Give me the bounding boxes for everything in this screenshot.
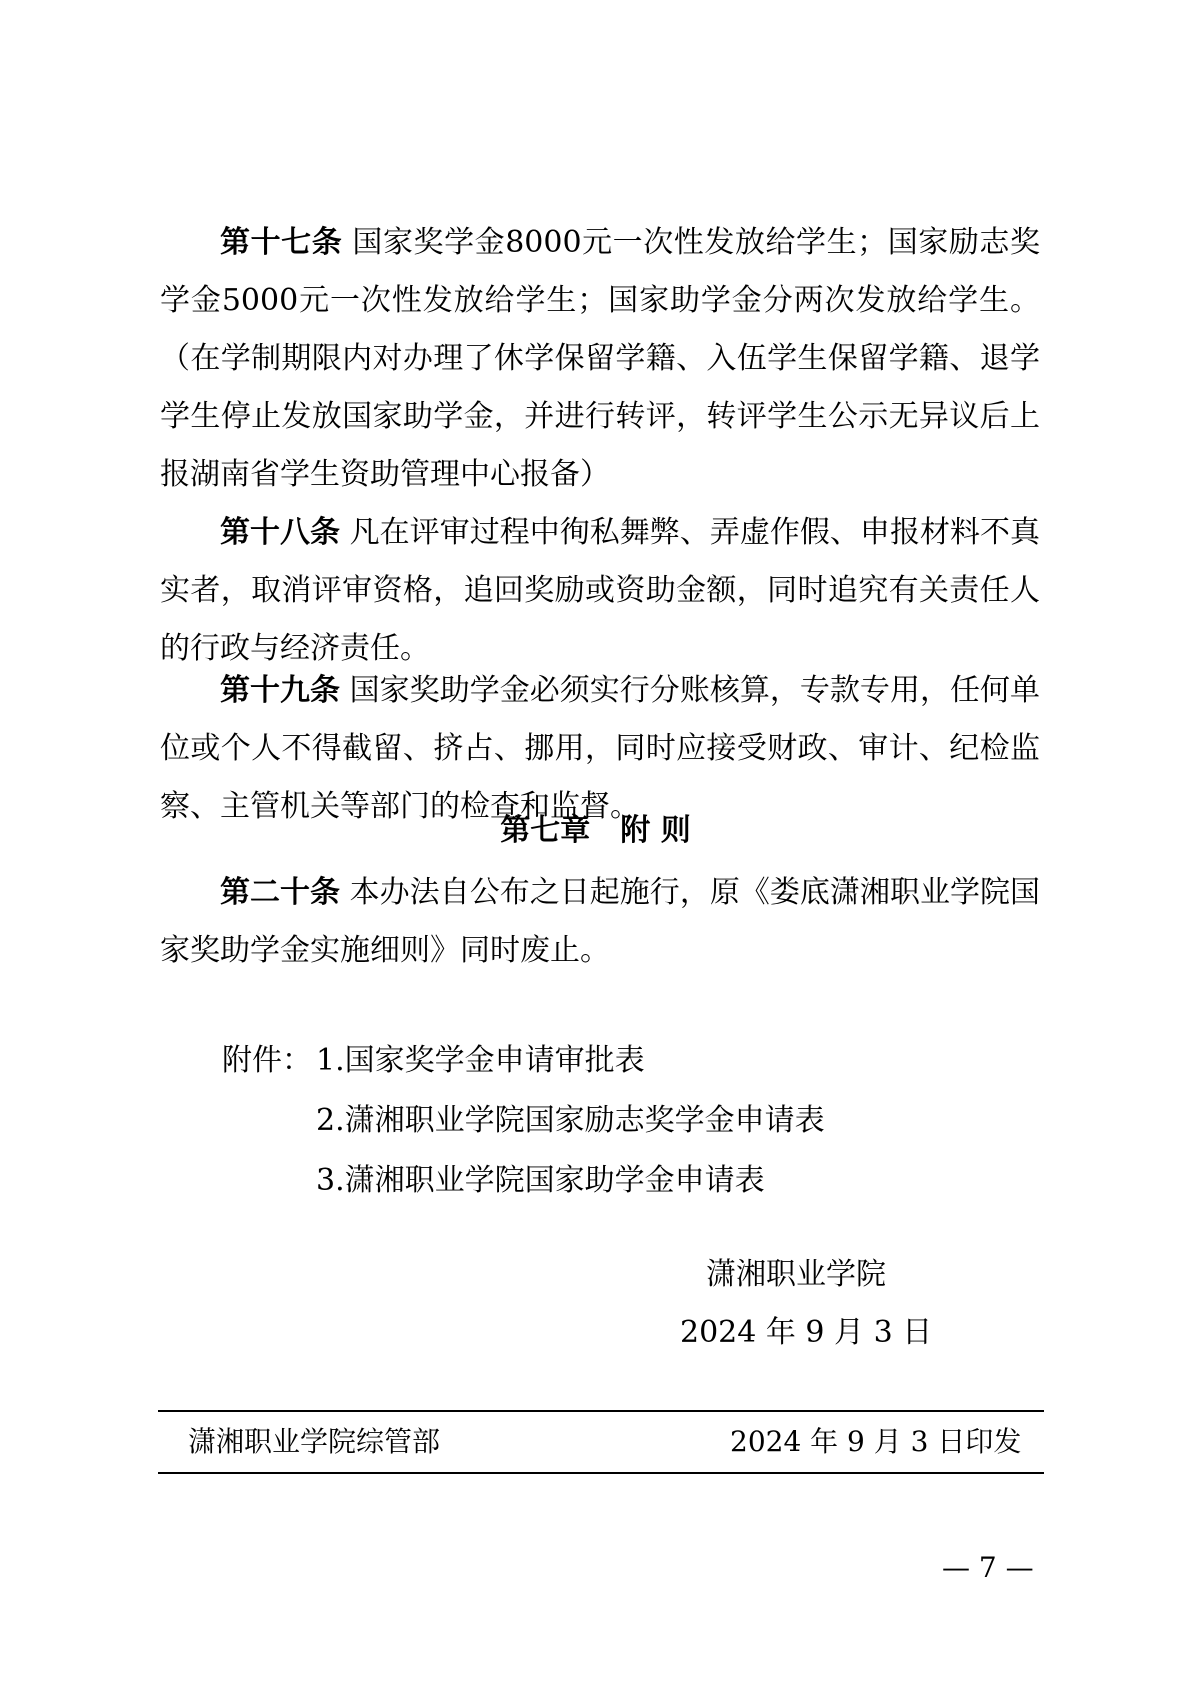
article-label: 第十七条 xyxy=(220,225,343,260)
signature-date: 2024 年 9 月 3 日 xyxy=(680,1315,933,1350)
article-20 xyxy=(160,864,1040,980)
footer-bottom-rule xyxy=(158,1472,1044,1474)
article-text: 国家奖学金8000元一次性发放给学生；国家励志奖学金5000元一次性发放给学生；国家助学金分两次发放给学生。（在学制期限内对办理了休学保留学籍、入伍学生保留学籍、退学学生停止发放国家助学金，并进行转评，转评学生公示无异议后上报湖南省学生资助管理中心报备） xyxy=(160,225,1040,492)
article-text: 本办法自公布之日起施行，原《娄底潇湘职业学院国家奖助学金实施细则》同时废止。 xyxy=(160,875,1041,968)
attachment-item: 2.潇湘职业学院国家励志奖学金申请表 xyxy=(316,1103,825,1138)
article-text: 国家奖助学金必须实行分账核算，专款专用，任何单位或个人不得截留、挤占、挪用，同时应接受财政、审计、纪检监察、主管机关等部门的检查和监督。 xyxy=(160,673,1041,824)
page-number: — 7 — xyxy=(942,1551,1034,1584)
article-label: 第十九条 xyxy=(220,673,341,708)
article-label: 第二十条 xyxy=(220,875,341,910)
signature-org: 潇湘职业学院 xyxy=(706,1257,886,1292)
article-text: 凡在评审过程中徇私舞弊、弄虚作假、申报材料不真实者，取消评审资格，追回奖励或资助金额，同时追究有关责任人的行政与经济责任。 xyxy=(160,515,1041,666)
footer-issuer: 潇湘职业学院综管部 xyxy=(188,1425,441,1458)
article-18 xyxy=(160,504,1040,678)
attachments-label: 附件： xyxy=(222,1043,312,1078)
attachment-item: 3.潇湘职业学院国家助学金申请表 xyxy=(316,1163,765,1198)
footer-issued-date: 2024 年 9 月 3 日印发 xyxy=(730,1425,1022,1458)
footer-top-rule xyxy=(158,1410,1044,1412)
article-label: 第十八条 xyxy=(220,515,341,550)
article-17 xyxy=(160,214,1040,504)
attachment-item: 1.国家奖学金申请审批表 xyxy=(316,1043,645,1078)
chapter-heading: 第七章 附 则 xyxy=(500,813,691,848)
